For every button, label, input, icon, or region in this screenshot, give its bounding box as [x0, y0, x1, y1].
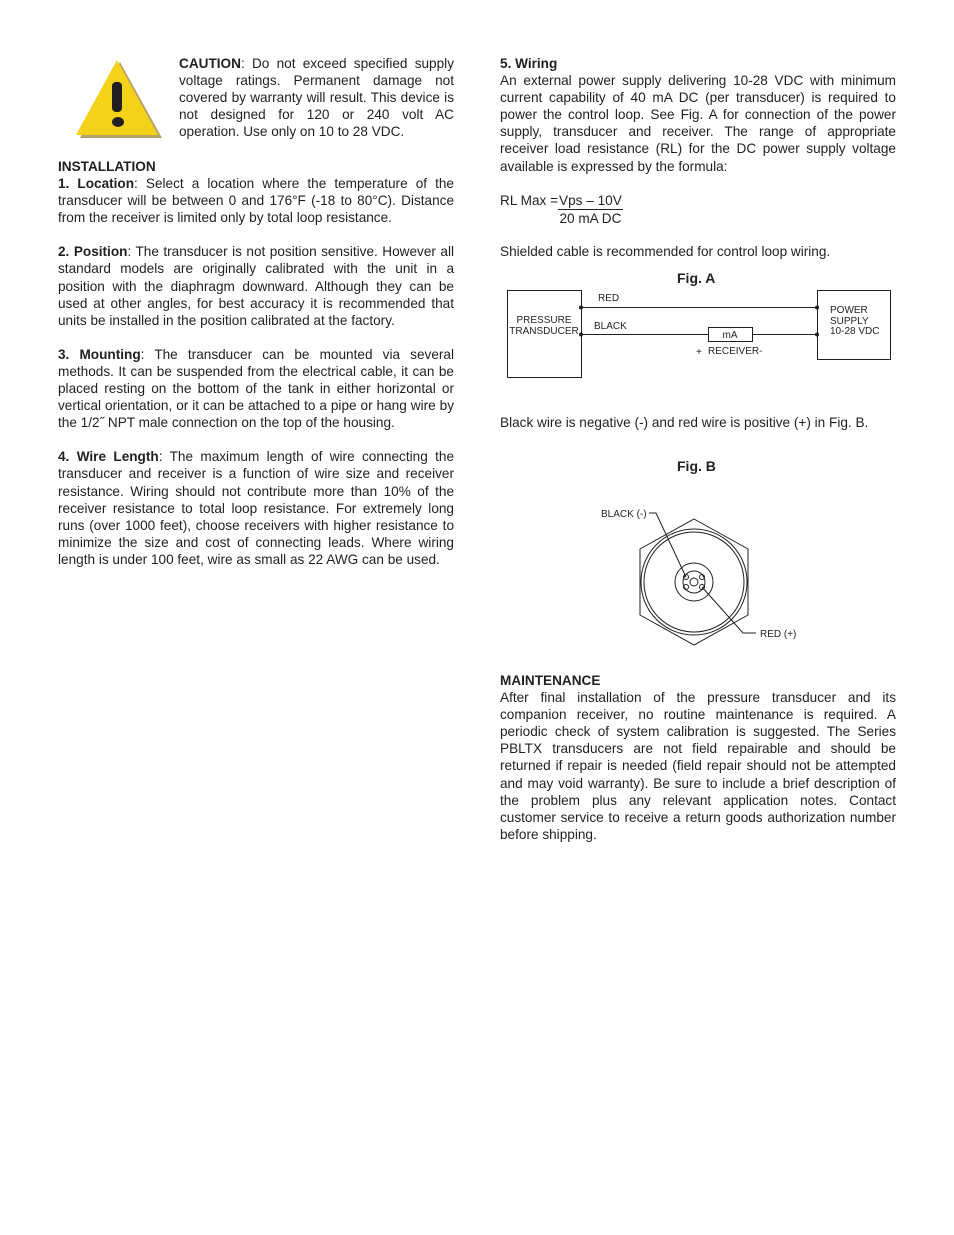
formula-numerator: Vps – 10V — [559, 193, 622, 208]
maintenance-section — [500, 672, 896, 843]
position-label: 2. Position — [58, 244, 128, 260]
fig-a-title: Fig. A — [677, 270, 716, 286]
formula-denominator: 20 mA DC — [559, 211, 622, 226]
mounting-paragraph — [58, 346, 454, 431]
ma-meter-label: mA — [722, 330, 738, 341]
power-supply-label-1: POWER — [830, 305, 868, 316]
black-lead-label: BLACK (-) — [601, 509, 647, 520]
location-label: 1. Location — [58, 176, 135, 192]
installation-heading: INSTALLATION — [58, 159, 156, 174]
wire-length-label: 4. Wire Length — [58, 449, 159, 465]
receiver-label: RECEIVER — [708, 346, 760, 357]
wire-length-paragraph — [58, 448, 454, 568]
installation-section — [58, 158, 454, 568]
power-supply-label-2: SUPPLY — [830, 316, 869, 327]
power-supply-label-3: 10-28 VDC — [830, 326, 880, 337]
red-lead-label: RED (+) — [760, 629, 797, 640]
receiver-minus: - — [759, 346, 763, 357]
wiring-section — [500, 55, 896, 175]
location-text: : Select a location where the temperature of the transducer will be between 0 and 176°F (-18 to 80°C). Distance from the receiver is limited only by total loop resistance. — [58, 176, 454, 226]
mounting-text: : The transducer can be mounted via several methods. It can be suspended from the electrical cable, it can be placed resting on the bottom of the tank in either horizontal or vertical orientation, or it can be attached to a pipe or hang wire by the 1/2˝ NPT male connection on the top of the housing. — [58, 346, 454, 431]
location-paragraph — [58, 175, 454, 226]
black-wire-label: BLACK — [594, 321, 627, 332]
fig-b-title: Fig. B — [677, 458, 716, 474]
receiver-plus: + — [696, 347, 702, 358]
maintenance-heading: MAINTENANCE — [500, 673, 601, 688]
transducer-label-2: TRANSDUCER — [509, 326, 579, 337]
warning-icon — [72, 58, 162, 138]
position-text: : The transducer is not position sensitive. However all standard models are originally calibrated with the unit in a position with the diaphragm downward. Although they can be used at other angles, for best accuracy it is recommended that units be installed in the position calibrated at the factory. — [58, 244, 455, 328]
polarity-note: Black wire is negative (-) and red wire is positive (+) in Fig. B. — [500, 415, 869, 430]
caution-label: CAUTION — [179, 56, 241, 71]
wire-length-text: : The maximum length of wire connecting the transducer and receiver is a function of wire size and receiver resistance. Wiring should not contribute more than 10% of the receiver resistance to total loop resistance. For extremely long runs (over 1000 feet), choose receivers with higher resistance to minimize the size and cost of connecting leads. Where wiring length is under 100 feet, wire as small as 22 AWG can be used. — [58, 449, 455, 567]
fig-b-diagram — [590, 500, 810, 650]
caution-block — [179, 55, 454, 140]
wiring-text: An external power supply delivering 10-28 VDC with minimum current capability of 40 mA DC (per transducer) is required to power the control loop. See Fig. A for connection of the power supply, transducer and receiver. The range of appropriate receiver load resistance (RL) for the DC power supply voltage available is expressed by the formula: — [500, 73, 896, 174]
maintenance-text: After final installation of the pressure transducer and its companion receiver, no routine maintenance is required. A periodic check of system calibration is suggested. The Series PBLTX transducers are not field repairable and should be returned if repair is needed (field repair should not be attempted and may void warranty). Be sure to include a brief description of the problem plus any relevant application notes. Contact customer service to receive a return goods authorization number before shipping. — [500, 690, 896, 842]
position-paragraph — [58, 243, 454, 328]
caution-text: : Do not exceed specified supply voltage ratings. Permanent damage not covered by warranty will result. This device is not designed for 120 or 240 volt AC operation. Use only on 10 to 28 VDC. — [179, 56, 454, 140]
wiring-heading: 5. Wiring — [500, 56, 558, 71]
fig-a-diagram — [500, 285, 900, 385]
mounting-label: 3. Mounting — [58, 346, 141, 362]
formula-lhs: RL Max = — [500, 193, 559, 208]
red-wire-label: RED — [598, 293, 620, 304]
transducer-label-1: PRESSURE — [516, 315, 572, 326]
shielded-note: Shielded cable is recommended for control loop wiring. — [500, 244, 831, 259]
formula — [500, 192, 623, 227]
